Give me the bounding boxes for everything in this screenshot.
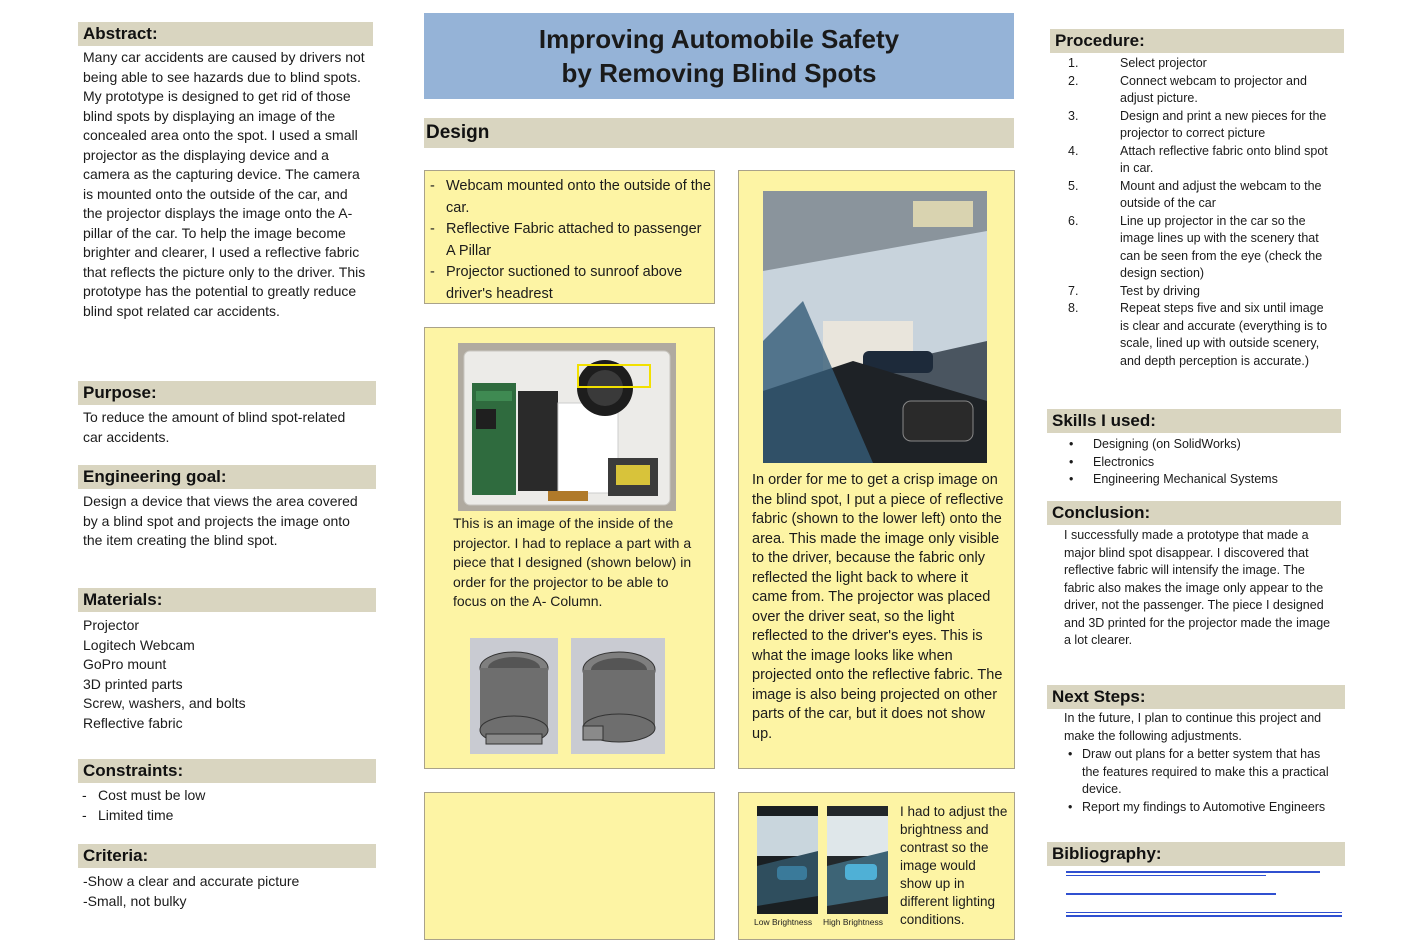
procedure-step: 6. Line up projector in the car so the image lines up with the scenery that can be seen from the eye (check the design section) bbox=[1068, 213, 1323, 280]
criteria-list bbox=[83, 872, 363, 911]
design-bullet: - Webcam mounted onto the outside of the car. bbox=[428, 176, 713, 219]
materials-heading: Materials: bbox=[78, 588, 376, 612]
criteria-item: -Small, not bulky bbox=[83, 892, 187, 909]
next-steps-item: • Report my findings to Automotive Engineers bbox=[1064, 799, 1334, 817]
focus-part-render-left bbox=[470, 638, 558, 754]
materials-list bbox=[83, 616, 363, 733]
materials-item: 3D printed parts bbox=[83, 675, 183, 692]
projector-caption: This is an image of the inside of the projector. I had to replace a part with a piece that I designed (shown below) in order for the projector to be able to focus on the A- Column. bbox=[453, 515, 692, 609]
bibliography-link[interactable] bbox=[1066, 871, 1320, 873]
bibliography-entries bbox=[1066, 869, 1342, 917]
procedure-heading: Procedure: bbox=[1050, 29, 1344, 53]
skills-item: • Electronics bbox=[1065, 454, 1335, 472]
empty-box bbox=[424, 792, 715, 940]
bibliography-entry bbox=[1066, 903, 1342, 910]
constraints-item: - Limited time bbox=[80, 806, 360, 826]
design-bullet: - Reflective Fabric attached to passenger A Pillar bbox=[428, 219, 713, 262]
procedure-step: 4. Attach reflective fabric onto blind spot in car. bbox=[1068, 143, 1328, 175]
purpose-text: To reduce the amount of blind spot-related car accidents. bbox=[83, 409, 346, 445]
design-bullet: - Projector suctioned to sunroof above driver's headrest bbox=[428, 262, 713, 305]
brightness-text: I had to adjust the brightness and contrast so the image would show up in different lighting conditions. bbox=[900, 804, 1008, 927]
windshield-caption: In order for me to get a crisp image on the blind spot, I put a piece of reflective fabric (shown to the lower left) onto the area. This made the image only visible to the driver, because the fabric only reflected the light back to where it came from. The projector was placed over the driver seat, so the light reflected to the driver's eyes. This is what the image looks like when projected onto the reflective fabric. The image is also being projected on other parts of the car, but it does not show up. bbox=[752, 472, 1004, 742]
low-brightness-photo bbox=[757, 806, 818, 914]
abstract-heading: Abstract: bbox=[78, 22, 373, 46]
bibliography-heading: Bibliography: bbox=[1047, 842, 1345, 866]
criteria-item: -Show a clear and accurate picture bbox=[83, 873, 300, 889]
design-bullets bbox=[428, 176, 713, 305]
materials-item: GoPro mount bbox=[83, 656, 167, 672]
high-brightness-label: High Brightness bbox=[823, 917, 884, 927]
engineering-goal-heading: Engineering goal: bbox=[78, 465, 376, 489]
engineering-goal-text: Design a device that views the area covered by a blind spot and projects the image onto the item creating the blind spot. bbox=[83, 493, 358, 548]
bibliography-link[interactable] bbox=[1066, 875, 1266, 877]
next-steps-intro: In the future, I plan to continue this project and make the following adjustments. bbox=[1064, 711, 1322, 743]
title-line-1: Improving Automobile Safety bbox=[538, 24, 900, 54]
materials-item: Logitech Webcam bbox=[83, 636, 195, 653]
conclusion-heading: Conclusion: bbox=[1047, 501, 1341, 525]
procedure-step: 3. Design and print a new pieces for the projector to correct picture bbox=[1068, 108, 1327, 140]
procedure-step: 1. Select projector bbox=[1068, 56, 1207, 70]
procedure-step: 5. Mount and adjust the webcam to the outside of the car bbox=[1068, 178, 1322, 210]
design-bullets-box bbox=[424, 170, 715, 304]
low-brightness-label: Low Brightness bbox=[754, 917, 813, 927]
constraints-list bbox=[80, 786, 360, 825]
criteria-heading: Criteria: bbox=[78, 844, 376, 868]
purpose-heading: Purpose: bbox=[78, 381, 376, 405]
procedure-step: 2. Connect webcam to projector and adjust picture. bbox=[1068, 73, 1307, 105]
conclusion-text: I successfully made a prototype that made a major blind spot disappear. I discovered that reflective fabric will intensify the image. The fabric also makes the image only appear to the driver, not the passenger. The piece I designed and 3D printed for the projector made the image a lot clearer. bbox=[1064, 528, 1331, 647]
windshield-photo bbox=[763, 191, 987, 463]
high-brightness-photo bbox=[827, 806, 888, 914]
skills-item: • Engineering Mechanical Systems bbox=[1065, 471, 1335, 489]
design-heading: Design bbox=[424, 118, 1014, 148]
projector-box bbox=[424, 327, 715, 769]
materials-item: Reflective fabric bbox=[83, 714, 183, 731]
bibliography-link[interactable] bbox=[1066, 893, 1276, 895]
poster-title bbox=[424, 13, 1014, 99]
procedure-step: 8. Repeat steps five and six until image is clear and accurate (everything is to scale, lined up with outside scenery, and depth perception is accurate.) bbox=[1068, 301, 1328, 368]
title-line-2: by Removing Blind Spots bbox=[561, 58, 877, 88]
next-steps-list bbox=[1064, 746, 1334, 816]
brightness-box bbox=[738, 792, 1015, 940]
focus-part-render-right bbox=[571, 638, 665, 754]
next-steps-heading: Next Steps: bbox=[1047, 685, 1345, 709]
skills-list bbox=[1065, 436, 1335, 489]
materials-item: Projector bbox=[83, 617, 140, 633]
constraints-item: - Cost must be low bbox=[80, 786, 360, 806]
constraints-heading: Constraints: bbox=[78, 759, 376, 783]
next-steps-item: • Draw out plans for a better system that has the features required to make this a practical device. bbox=[1064, 746, 1334, 799]
projector-interior-photo bbox=[458, 343, 676, 511]
skills-heading: Skills I used: bbox=[1047, 409, 1341, 433]
abstract-text: Many car accidents are caused by drivers not being able to see hazards due to blind spots. My prototype is designed to get rid of those blind spots by displaying an image of the concealed area onto the spot. I used a small projector as the displaying device and a camera as the capturing device. The camera is mounted onto the outside of the car, and the projector displays the image onto the A-pillar of the car. To help the image become brighter and clearer, I used a reflective fabric that reflects the picture only to the driver. This prototype has the potential to greatly reduce blind spot related car accidents. bbox=[83, 49, 366, 319]
procedure-step: 7. Test by driving bbox=[1068, 283, 1200, 298]
windshield-view-box bbox=[738, 170, 1015, 769]
bibliography-entry bbox=[1066, 886, 1342, 893]
materials-item: Screw, washers, and bolts bbox=[83, 695, 246, 711]
skills-item: • Designing (on SolidWorks) bbox=[1065, 436, 1335, 454]
bibliography-link[interactable] bbox=[1066, 912, 1342, 914]
bibliography-link[interactable] bbox=[1066, 915, 1342, 917]
procedure-list bbox=[1068, 55, 1333, 370]
